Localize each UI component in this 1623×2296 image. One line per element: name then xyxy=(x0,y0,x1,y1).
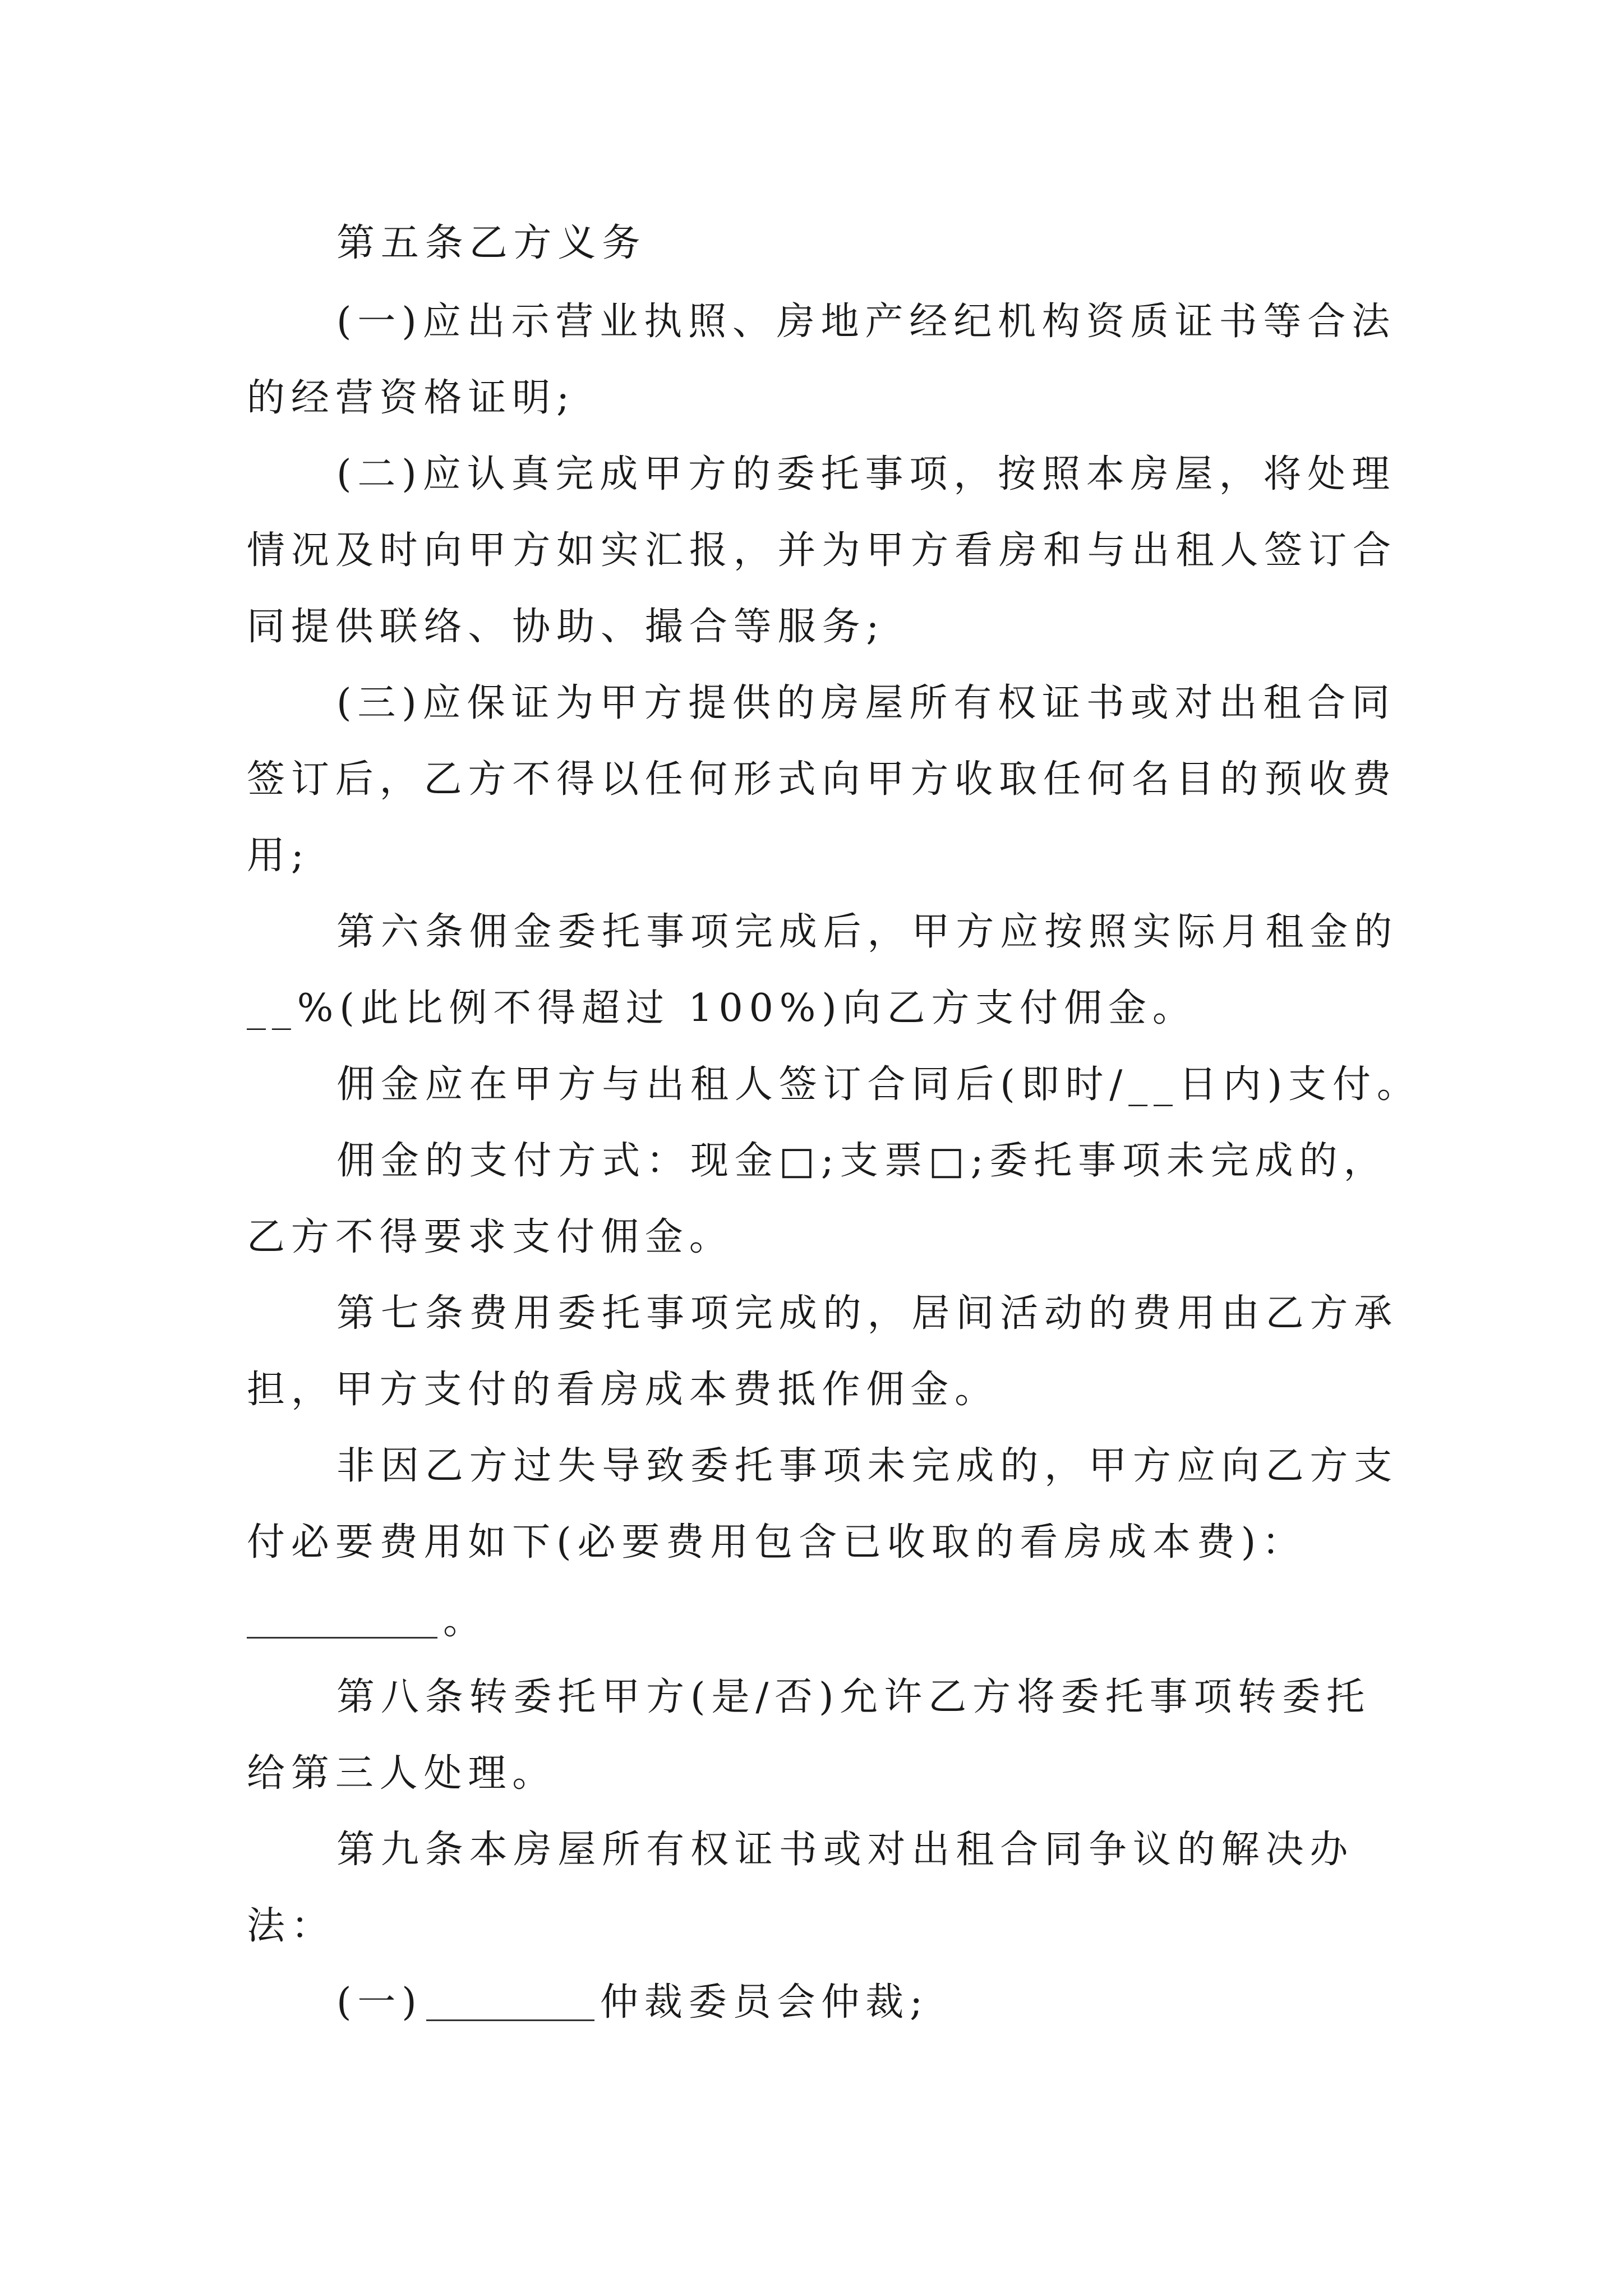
article-6-line-2 xyxy=(247,986,1197,1030)
article-5-item-2-line-3: 同提供联络、协助、撮合等服务; xyxy=(247,605,886,649)
article-5-item-2-line-1: (二)应认真完成甲方的委托事项，按照本房屋，将处理 xyxy=(336,452,1396,496)
article-8-line-2: 给第三人处理。 xyxy=(247,1751,557,1796)
article-6-line-1: 第六条佣金委托事项完成后，甲方应按照实际月租金的 xyxy=(336,910,1399,954)
article-9-line-1: 第九条本房屋所有权证书或对出租合同争议的解决办 xyxy=(336,1828,1354,1872)
article-9-item-1-suffix: 仲裁委员会仲裁; xyxy=(600,1980,929,2024)
article-6-payment-method-line-1: 佣金的支付方式：现金□;支票□;委托事项未完成的， xyxy=(336,1139,1388,1183)
article-5-item-3-line-2: 签订后，乙方不得以任何形式向甲方收取任何名目的预收费 xyxy=(247,757,1397,802)
article-6-payment-time: 佣金应在甲方与出租人签订合同后(即时/__日内)支付。 xyxy=(336,1062,1421,1107)
article-5-item-3-line-3: 用; xyxy=(247,834,310,878)
article-7-line-2: 担，甲方支付的看房成本费抵作佣金。 xyxy=(247,1368,999,1412)
article-5-item-2-line-2: 情况及时向甲方如实汇报，并为甲方看房和与出租人签订合 xyxy=(247,528,1397,573)
commission-percent-blank: __ xyxy=(247,986,297,1030)
article-7-p2-line-1: 非因乙方过失导致委托事项未完成的，甲方应向乙方支 xyxy=(336,1444,1399,1488)
article-5-item-3-line-1: (三)应保证为甲方提供的房屋所有权证书或对出租合同 xyxy=(336,681,1396,725)
article-7-p2-line-2: 付必要费用如下(必要费用包含已收取的看房成本费)： xyxy=(247,1520,1307,1565)
article-9-item-1-prefix: (一) xyxy=(336,1980,423,2024)
article-7-line-1: 第七条费用委托事项完成的，居间活动的费用由乙方承 xyxy=(336,1291,1399,1336)
article-7-p2-line-3: 。 xyxy=(443,1599,487,1643)
article-6-payment-method-line-2: 乙方不得要求支付佣金。 xyxy=(247,1215,734,1259)
article-5-item-1-line-2: 的经营资格证明; xyxy=(247,376,575,420)
article-5-item-1-line-1: (一)应出示营业执照、房地产经纪机构资质证书等合法 xyxy=(336,300,1396,344)
arbitration-committee-blank xyxy=(426,2019,594,2021)
article-5-title: 第五条乙方义务 xyxy=(336,221,647,265)
commission-percent-text: %(此比例不得超过 100%)向乙方支付佣金。 xyxy=(297,986,1197,1030)
article-9-line-2: 法： xyxy=(247,1904,335,1948)
article-8-line-1: 第八条转委托甲方(是/否)允许乙方将委托事项转委托 xyxy=(336,1675,1371,1719)
necessary-fee-blank xyxy=(247,1637,437,1639)
